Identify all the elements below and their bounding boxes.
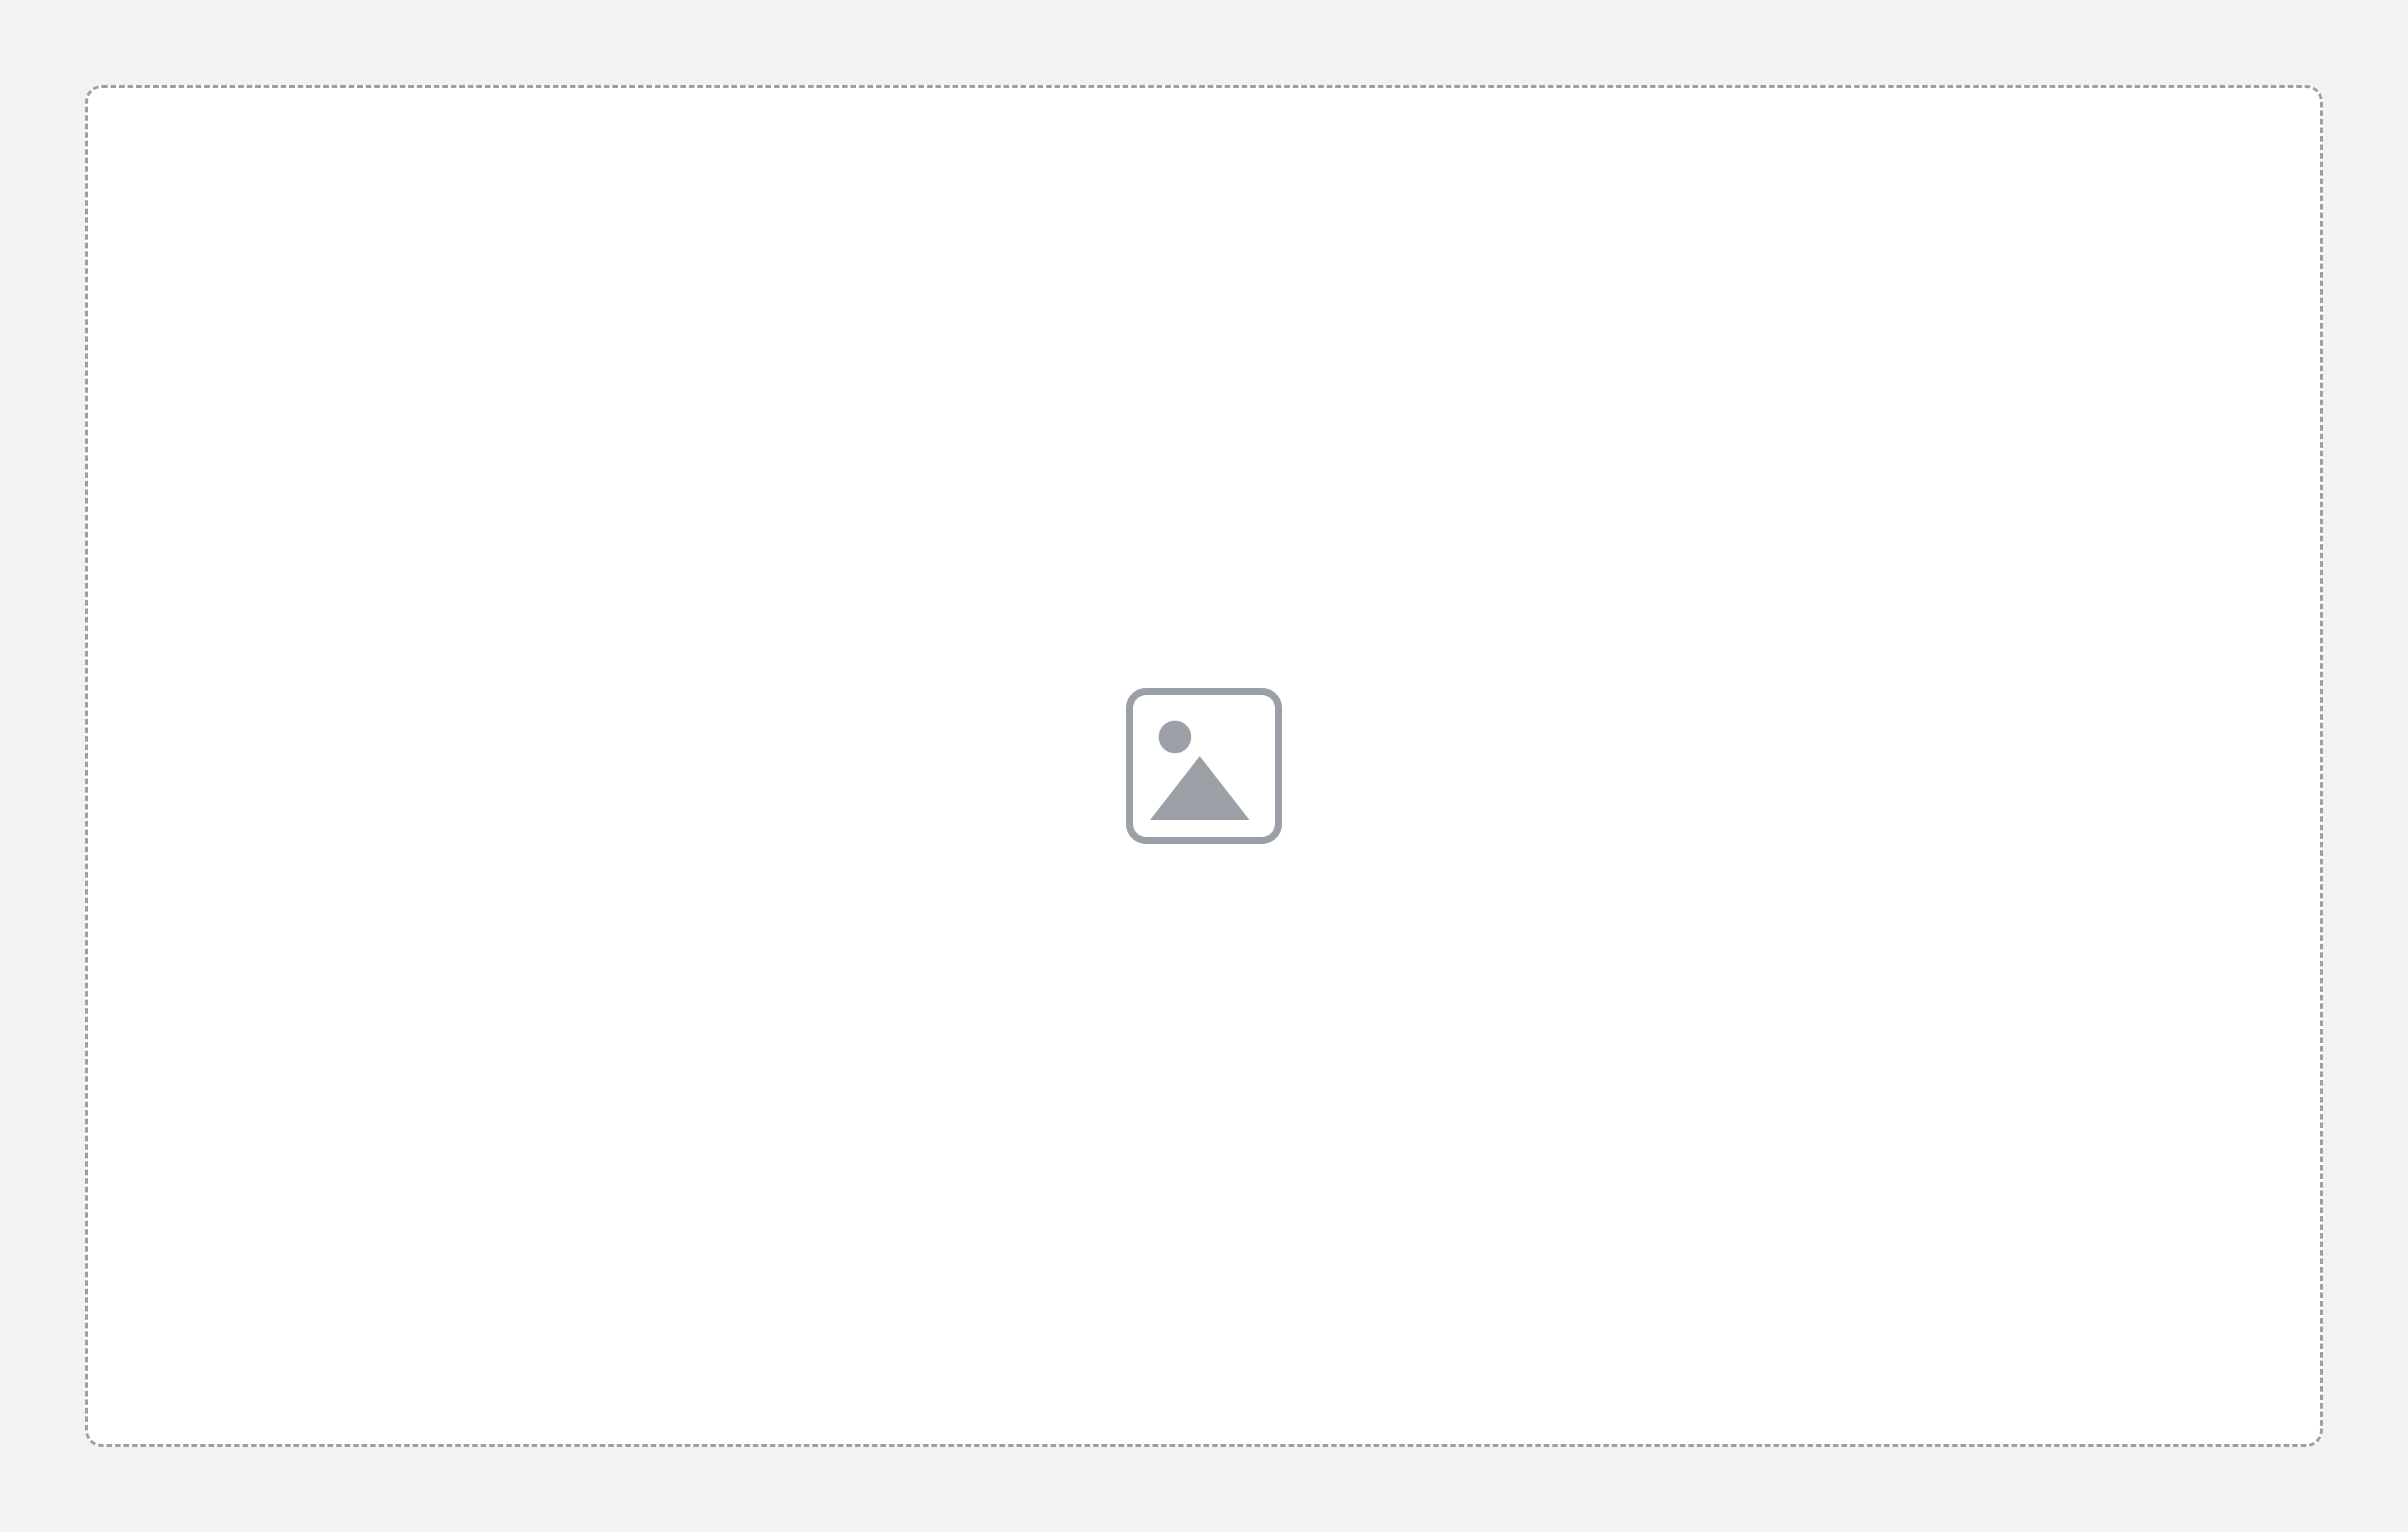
- image-placeholder-icon: [1126, 688, 1282, 844]
- image-placeholder-frame: [85, 85, 2323, 1447]
